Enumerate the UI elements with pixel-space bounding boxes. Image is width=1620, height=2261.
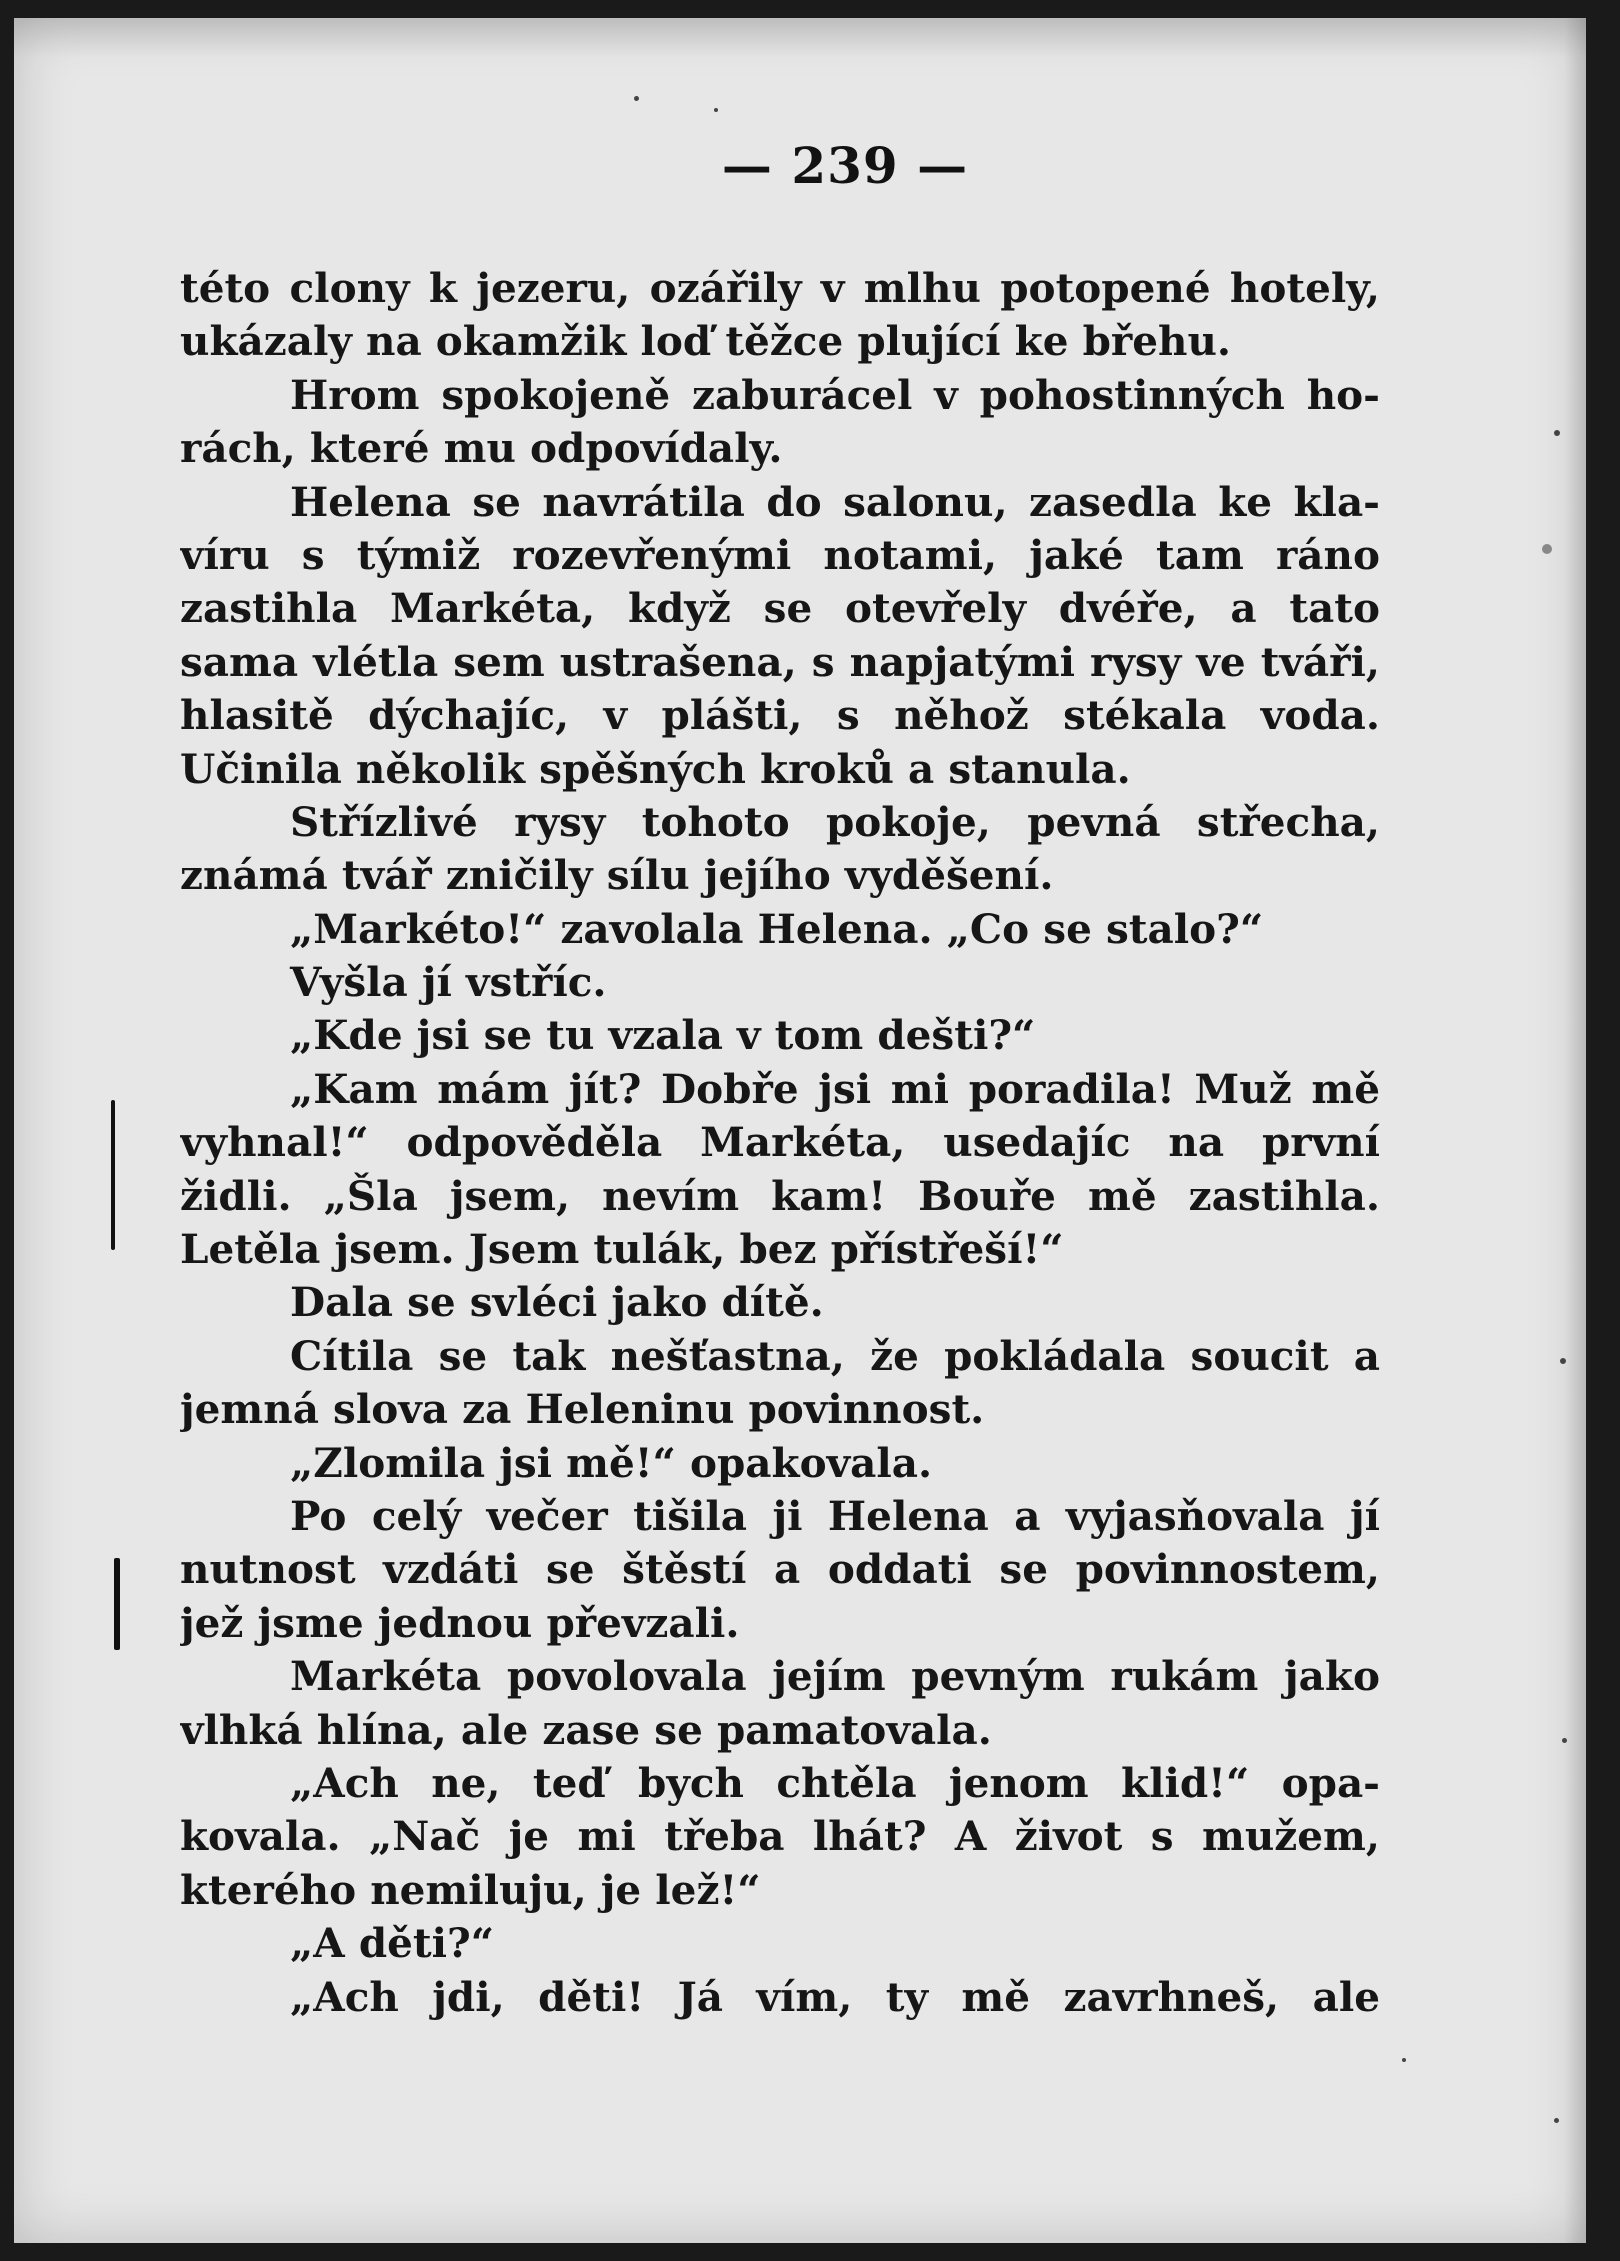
text-line: sama vlétla sem ustrašena, s napjatými rysy ve tváři,: [180, 637, 1380, 686]
text-line: Po celý večer tišila ji Helena a vyjasňovala jí: [290, 1491, 1380, 1540]
text-line: „Kde jsi se tu vzala v tom dešti?“: [290, 1011, 1036, 1060]
text-line: známá tvář zničily sílu jejího vyděšení.: [180, 851, 1054, 900]
margin-stroke-lower: [114, 1558, 120, 1650]
text-line: ukázaly na okamžik loď těžce plující ke břehu.: [180, 317, 1232, 366]
text-line: „Zlomila jsi mě!“ opakovala.: [290, 1438, 933, 1487]
page-shadow-right: [1564, 18, 1586, 2243]
text-line: Hrom spokojeně zaburácel v pohostinných ho-: [290, 370, 1380, 419]
text-line: Učinila několik spěšných kroků a stanula.: [180, 744, 1131, 793]
text-line: kterého nemiluju, je lež!“: [180, 1865, 761, 1914]
scan-speck: [634, 96, 639, 101]
text-line: této clony k jezeru, ozářily v mlhu potopené hotely,: [180, 264, 1380, 312]
text-line: „A děti?“: [290, 1919, 495, 1968]
text-line: židli. „Šla jsem, nevím kam! Bouře mě zastihla.: [180, 1171, 1380, 1220]
text-line: Letěla jsem. Jsem tulák, bez přístřeší!“: [180, 1225, 1064, 1274]
text-line: rách, které mu odpovídaly.: [180, 424, 783, 473]
text-line: víru s týmiž rozevřenými notami, jaké tam ráno: [180, 530, 1380, 579]
scan-speck: [1402, 2058, 1406, 2062]
text-line: Helena se navrátila do salonu, zasedla ke kla-: [290, 477, 1380, 526]
text-line: Cítila se tak nešťastna, že pokládala soucit a: [290, 1331, 1380, 1380]
text-line: „Markéto!“ zavolala Helena. „Co se stalo?“: [290, 904, 1264, 953]
text-line: „Ach ne, teď bych chtěla jenom klid!“ opa-: [290, 1758, 1380, 1807]
text-line: jež jsme jednou převzali.: [180, 1598, 740, 1647]
scan-speck: [1554, 430, 1560, 436]
text-line: vyhnal!“ odpověděla Markéta, usedajíc na první: [180, 1118, 1380, 1167]
text-line: jemná slova za Heleninu povinnost.: [180, 1385, 985, 1434]
text-line: kovala. „Nač je mi třeba lhát? A život s mužem,: [180, 1812, 1380, 1861]
page-number: — 239 —: [721, 136, 969, 195]
text-line: „Kam mám jít? Dobře jsi mi poradila! Muž mě: [290, 1064, 1380, 1113]
text-line: „Ach jdi, děti! Já vím, ty mě zavrhneš, ale: [290, 1972, 1380, 2021]
text-line: nutnost vzdáti se štěstí a oddati se povinnostem,: [180, 1545, 1380, 1594]
scan-speck: [1554, 2118, 1559, 2123]
margin-stroke-upper: [111, 1100, 115, 1250]
text-line: zastihla Markéta, když se otevřely dvéře, a tato: [180, 584, 1380, 633]
page-shadow-top: [14, 18, 1586, 58]
text-line: Dala se svléci jako dítě.: [290, 1278, 824, 1327]
text-line: vlhká hlína, ale zase se pamatovala.: [180, 1705, 992, 1754]
book-page: [14, 18, 1586, 2243]
text-line: hlasitě dýchajíc, v plášti, s něhož stékala voda.: [180, 691, 1380, 740]
text-line: Střízlivé rysy tohoto pokoje, pevná střecha,: [290, 797, 1380, 846]
text-line: Markéta povolovala jejím pevným rukám jako: [290, 1652, 1380, 1701]
scan-speck: [1542, 544, 1552, 554]
scan-speck: [1560, 1358, 1566, 1364]
text-line: Vyšla jí vstříc.: [290, 958, 607, 1007]
scan-speck: [1562, 1738, 1567, 1743]
body-text: [180, 262, 1380, 2024]
scan-speck: [714, 108, 718, 112]
